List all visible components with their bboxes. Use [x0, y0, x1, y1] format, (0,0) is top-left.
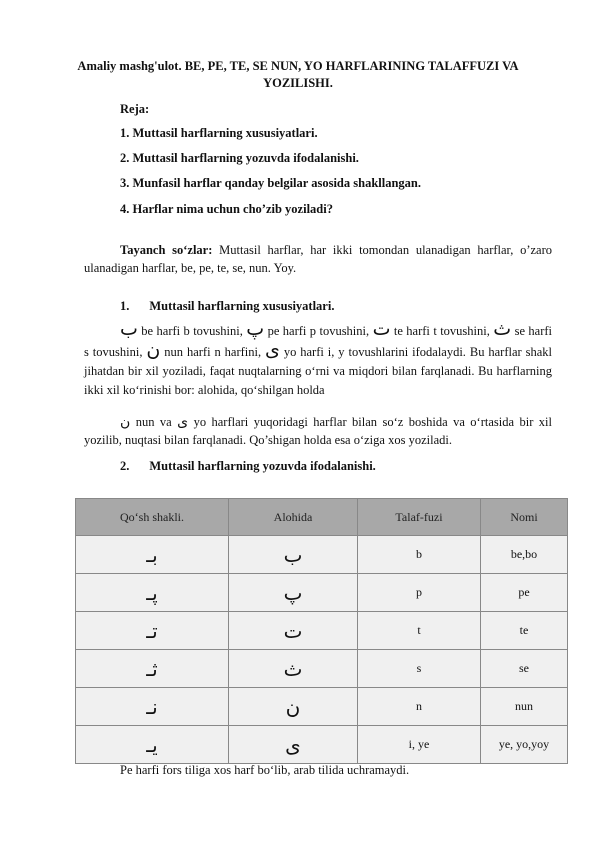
letter-te-text: te harfi t tovushini, — [390, 324, 494, 338]
letter-te-glyph: ت — [372, 318, 391, 340]
pronunciation-cell: b — [358, 536, 481, 574]
letter-be-text: be harfi b tovushini, — [137, 324, 247, 338]
nun-glyph: ن — [120, 414, 131, 430]
letter-se-text: se harfi s tovushini, — [84, 324, 553, 359]
table-row — [76, 612, 568, 650]
isolated-form-cell: ن — [229, 688, 358, 726]
section-2-title: Muttasil harflarning yozuvda ifodalanishi. — [149, 459, 376, 473]
pronunciation-cell: n — [358, 688, 481, 726]
isolated-form-cell: ى — [229, 726, 358, 764]
section-1-title: Muttasil harflarning xususiyatlari. — [149, 299, 335, 313]
header-isolated: Alohida — [229, 499, 358, 536]
section-2-heading — [120, 459, 376, 474]
plan-heading: Reja: — [120, 102, 150, 116]
letter-pe-text: pe harfi p tovushini, — [264, 324, 373, 338]
table-row — [76, 574, 568, 612]
keywords-paragraph — [84, 241, 552, 277]
section-1-heading — [120, 299, 334, 314]
page-title: Amaliy mashg'ulot. BE, PE, TE, SE NUN, YO HARFLARINING TALAFFUZI VA YOZILISHI. — [77, 59, 519, 90]
plan-item-2: 2. Muttasil harflarning yozuvda ifodalanishi. — [120, 151, 359, 165]
nun-yo-paragraph — [84, 413, 552, 449]
table-header-row — [76, 499, 568, 536]
letter-name-cell: nun — [481, 688, 568, 726]
letter-se-glyph: ث — [493, 318, 512, 340]
footnote: Pe harfi fors tiliga xos harf bo‘lib, arab tilida uchramaydi. — [120, 763, 410, 777]
keywords-text: Muttasil harflar, har ikki tomondan ulanadigan harflar, o’zaro ulanadigan harflar, be, pe, te, se, nun. Yoy. — [84, 243, 552, 275]
letter-nun-glyph: ن — [146, 339, 161, 361]
letter-yo-glyph: ى — [265, 339, 280, 361]
letters-paragraph — [84, 320, 552, 400]
letter-yo-text: yo harfi i, y tovushlarini ifodalaydi. Bu harflar shakl jihatdan bir xil yoziladi, faqat nuqtalarning o‘rni va miqdori bilan farqlanadi. Bu harflarning ikki xil ko‘rinishi bor: alohida, qo‘shilgan holda — [84, 345, 552, 397]
isolated-form-cell: ب — [229, 536, 358, 574]
yo-glyph: ى — [177, 414, 189, 430]
table-row — [76, 650, 568, 688]
isolated-form-cell: پ — [229, 574, 358, 612]
nun-yo-text-2: yo harflari yuqoridagi harflar bilan so‘z boshida va o‘rtasida bir xil yozilib, nuqtasi bilan farqlanadi. Qo’shigan holda esa o‘ziga xos yoziladi. — [84, 415, 552, 447]
isolated-form-cell: ت — [229, 612, 358, 650]
joined-form-cell: پـ — [76, 574, 229, 612]
plan-item-3: 3. Munfasil harflar qanday belgilar asosida shakllangan. — [120, 176, 422, 190]
joined-form-cell: تـ — [76, 612, 229, 650]
pronunciation-cell: p — [358, 574, 481, 612]
isolated-form-cell: ث — [229, 650, 358, 688]
joined-form-cell: بـ — [76, 536, 229, 574]
joined-form-cell: نـ — [76, 688, 229, 726]
plan-item-4: 4. Harflar nima uchun cho’zib yoziladi? — [120, 202, 333, 216]
joined-form-cell: يـ — [76, 726, 229, 764]
table-row — [76, 726, 568, 764]
table-row — [76, 536, 568, 574]
pronunciation-cell: i, ye — [358, 726, 481, 764]
letter-be-glyph: ب — [120, 318, 138, 340]
letter-name-cell: pe — [481, 574, 568, 612]
pronunciation-cell: t — [358, 612, 481, 650]
plan-item-1: 1. Muttasil harflarning xususiyatlari. — [120, 126, 318, 140]
table-row — [76, 688, 568, 726]
letter-name-cell: be,bo — [481, 536, 568, 574]
section-1-number: 1. — [120, 299, 130, 313]
letters-table — [75, 498, 568, 764]
section-2-number: 2. — [120, 459, 130, 473]
letter-name-cell: ye, yo,yoy — [481, 726, 568, 764]
header-name: Nomi — [481, 499, 568, 536]
keywords-label: Tayanch so‘zlar: — [120, 243, 213, 257]
header-joined-form: Qo‘sh shakli. — [76, 499, 229, 536]
pronunciation-cell: s — [358, 650, 481, 688]
letter-pe-glyph: پ — [246, 318, 265, 340]
letter-nun-text: nun harfi n harfini, — [160, 345, 266, 359]
nun-yo-text-1: nun va — [130, 415, 178, 429]
letter-name-cell: se — [481, 650, 568, 688]
joined-form-cell: ثـ — [76, 650, 229, 688]
header-pronunciation: Talaf-fuzi — [358, 499, 481, 536]
letter-name-cell: te — [481, 612, 568, 650]
